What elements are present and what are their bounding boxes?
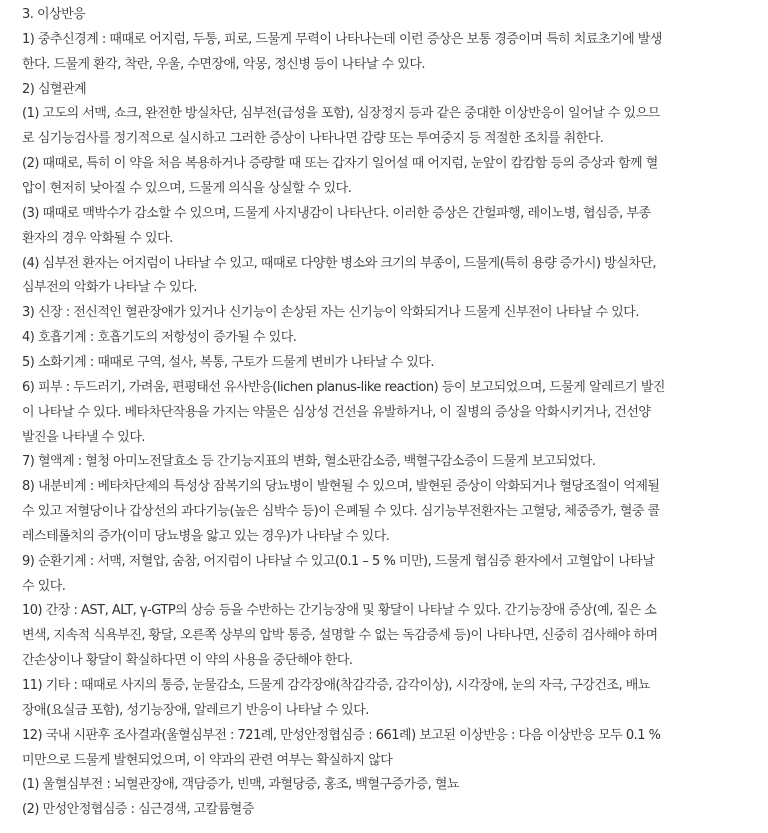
text-line: (2) 만성안정협심증 : 심근경색, 고칼륨혈증 [22,802,254,818]
text-line: 1) 중추신경계 : 때때로 어지럼, 두통, 피로, 드물게 무력이 나타나는데 이런 증상은 보통 경증이며 특히 치료초기에 발생 [22,31,662,47]
text-line: 10) 간장 : AST, ALT, γ-GTP의 상승 등을 수반하는 간기능장애 및 황달이 나타날 수 있다. 간기능장애 증상(예, 짙은 소 [22,603,657,619]
text-line: 5) 소화기계 : 때때로 구역, 설사, 복통, 구토가 드물게 변비가 나타날 수 있다. [22,354,434,370]
text-line: 한다. 드물게 환각, 착란, 우울, 수면장애, 악몽, 정신병 등이 나타날 수 있다. [22,56,426,72]
text-line: (1) 고도의 서맥, 쇼크, 완전한 방실차단, 심부전(급성을 포함), 심장정지 등과 같은 중대한 이상반응이 일어날 수 있으므 [22,106,660,122]
text-line: 수 있고 저혈당이나 갑상선의 과다기능(높은 심박수 등)이 은폐될 수 있다. 심기능부전환자는 고혈당, 체중증가, 혈중 콜 [22,504,660,519]
text-line: 압이 현저히 낮아질 수 있으며, 드물게 의식을 상실할 수 있다. [22,181,352,196]
text-line: 발진을 나타낼 수 있다. [22,429,146,445]
text-line: 8) 내분비계 : 베타차단제의 특성상 잠복기의 당뇨병이 발현될 수 있으며, 발현된 증상이 악화되거나 혈당조절이 억제될 [22,479,660,495]
text-line: (3) 때때로 맥박수가 감소할 수 있으며, 드물게 사지냉감이 나타난다. 이러한 증상은 간헐파행, 레이노병, 협심증, 부종 [22,205,651,221]
text-line: 심부전의 악화가 나타날 수 있다. [22,280,197,296]
text-line: 4) 호흡기계 : 호흡기도의 저항성이 증가될 수 있다. [22,330,297,346]
text-line: 12) 국내 시판후 조사결과(울혈심부전 : 721례, 만성안정협심증 : 661례) 보고된 이상반응 : 다음 이상반응 모두 0.1 % [22,727,661,743]
text-line: 간손상이나 황달이 확실하다면 이 약의 사용을 중단해야 한다. [22,653,353,669]
text-line: 3. 이상반응 [22,7,86,22]
text-line: 환자의 경우 악화될 수 있다. [22,230,173,246]
text-line: 변색, 지속적 식욕부진, 황달, 오른쪽 상부의 압박 통증, 설명할 수 없는 독감증세 등)이 나타나면, 신중히 검사해야 하며 [22,628,658,644]
text-line: 이 나타날 수 있다. 베타차단작용을 가지는 약물은 심상성 건선을 유발하거나, 이 질병의 증상을 악화시키거나, 건선양 [22,404,651,420]
text-line: (4) 심부전 환자는 어지럼이 나타날 수 있고, 때때로 다양한 병소와 크기의 부종이, 드물게(특히 용량 증가시) 방실차단, [22,255,657,271]
text-line: 로 심기능검사를 정기적으로 실시하고 그러한 증상이 나타나면 감량 또는 투여중지 등 적절한 조치를 취한다. [22,131,604,147]
text-line: 6) 피부 : 두드러기, 가려움, 편평태선 유사반응(lichen planus-like reaction) 등이 보고되었으며, 드물게 알레르기 발진 [22,379,665,395]
text-line: 미만으로 드물게 발현되었으며, 이 약과의 관련 여부는 확실하지 않다 [22,752,393,768]
text-line: 레스테롤치의 증가(이미 당뇨병을 앓고 있는 경우)가 나타날 수 있다. [22,528,390,544]
text-line: 11) 기타 : 때때로 사지의 통증, 눈물감소, 드물게 감각장애(착감각증, 감각이상), 시각장애, 눈의 자극, 구강건조, 배뇨 [22,678,650,693]
text-line: 3) 신장 : 전신적인 혈관장애가 있거나 신기능이 손상된 자는 신기능이 악화되거나 드물게 신부전이 나타날 수 있다. [22,305,639,321]
text-line: 장애(요실금 포함), 성기능장애, 알레르기 반응이 나타날 수 있다. [22,702,369,718]
text-line: (2) 때때로, 특히 이 약을 처음 복용하거나 증량할 때 또는 갑자기 일어설 때 어지럼, 눈앞이 캄캄함 등의 증상과 함께 혈 [22,156,658,172]
text-line: 수 있다. [22,578,66,594]
text-line: 2) 심혈관계 [22,81,87,97]
text-line: 7) 혈액계 : 혈청 아미노전달효소 등 간기능지표의 변화, 혈소판감소증, 백혈구감소증이 드물게 보고되었다. [22,454,596,470]
text-line: (1) 울혈심부전 : 뇌혈관장애, 객담증가, 빈맥, 과혈당증, 홍조, 백혈구증가증, 혈뇨 [22,777,460,793]
text-line: 9) 순환기계 : 서맥, 저혈압, 숨참, 어지럼이 나타날 수 있고(0.1 – 5 % 미만), 드물게 협심증 환자에서 고혈압이 나타날 [22,553,655,569]
